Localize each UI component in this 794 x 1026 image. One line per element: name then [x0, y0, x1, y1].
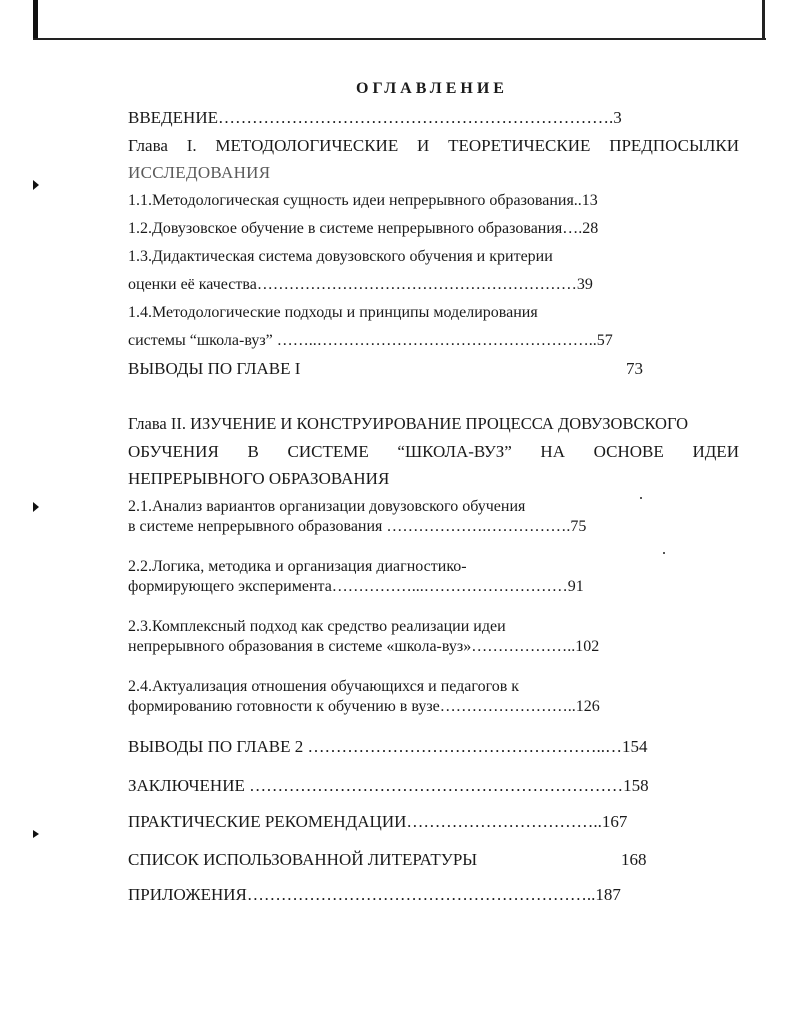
- toc-entry-1-3[interactable]: 1.3.Дидактическая система довузовского обучения и критерии: [128, 248, 553, 265]
- toc-entry-2-4[interactable]: 2.4.Актуализация отношения обучающихся и педагогов к: [128, 678, 520, 695]
- chapter1-title-line2[interactable]: ИССЛЕДОВАНИЯ: [128, 163, 271, 182]
- chapter2-word: ОБУЧЕНИЯ: [128, 442, 219, 461]
- chapter1-word: МЕТОДОЛОГИЧЕСКИЕ: [215, 136, 399, 155]
- scan-border-left: [33, 0, 38, 40]
- toc-entry-intro[interactable]: ВВЕДЕНИЕ…………………………………………………………….3: [128, 108, 622, 127]
- toc-entry-literature[interactable]: СПИСОК ИСПОЛЬЗОВАННОЙ ЛИТЕРАТУРЫ: [128, 850, 478, 869]
- binding-mark-icon: [33, 180, 39, 190]
- toc-entry-recommendations[interactable]: ПРАКТИЧЕСКИЕ РЕКОМЕНДАЦИИ……………………………..167: [128, 812, 628, 831]
- chapter2-word: НА: [540, 442, 565, 461]
- toc-entry-2-1[interactable]: 2.1.Анализ вариантов организации довузовского обучения: [128, 498, 526, 515]
- chapter1-word: I.: [186, 136, 197, 155]
- toc-entry-1-3-cont[interactable]: оценки её качества……………………………………………………39: [128, 276, 593, 293]
- binding-mark-icon: [33, 502, 39, 512]
- chapter1-word: ТЕОРЕТИЧЕСКИЕ: [448, 136, 591, 155]
- toc-entry-2-3-cont[interactable]: непрерывного образования в системе «школа-вуз»………………..102: [128, 638, 600, 655]
- toc-entry-chapter2-conclusion[interactable]: ВЫВОДЫ ПО ГЛАВЕ 2 ……………………………………………..…154: [128, 737, 648, 756]
- scan-border-top: [33, 38, 766, 40]
- toc-entry-2-3[interactable]: 2.3.Комплексный подход как средство реализации идеи: [128, 618, 506, 635]
- chapter1-word: ПРЕДПОСЫЛКИ: [609, 136, 739, 155]
- scan-border-right: [762, 0, 765, 40]
- binding-mark-icon: [33, 830, 39, 838]
- chapter2-word: “ШКОЛА-ВУЗ”: [397, 442, 512, 461]
- toc-entry-1-2[interactable]: 1.2.Довузовское обучение в системе непрерывного образования….28: [128, 220, 599, 237]
- toc-entry-conclusion[interactable]: ЗАКЛЮЧЕНИЕ …………………………………………………………158: [128, 776, 649, 795]
- toc-entry-2-4-cont[interactable]: формированию готовности к обучению в вузе……………………..126: [128, 698, 600, 715]
- chapter2-word: ИДЕИ: [692, 442, 739, 461]
- toc-entry-1-4-cont[interactable]: системы “школа-вуз” ……..……………………………………………..57: [128, 332, 613, 349]
- toc-entry-2-1-cont[interactable]: в системе непрерывного образования ……………….…………….75: [128, 518, 587, 535]
- toc-entry-1-4[interactable]: 1.4.Методологические подходы и принципы моделирования: [128, 304, 538, 321]
- chapter1-title-line1[interactable]: [128, 136, 739, 156]
- chapter1-word: Глава: [128, 136, 168, 155]
- toc-entry-2-2-cont[interactable]: формирующего эксперимента……………...………………………91: [128, 578, 584, 595]
- chapter2-title-line3[interactable]: НЕПРЕРЫВНОГО ОБРАЗОВАНИЯ: [128, 469, 390, 488]
- toc-heading: ОГЛАВЛЕНИЕ: [356, 80, 508, 97]
- chapter2-title-line1[interactable]: Глава II. ИЗУЧЕНИЕ И КОНСТРУИРОВАНИЕ ПРОЦЕССА ДОВУЗОВСКОГО: [128, 414, 689, 433]
- chapter2-word: СИСТЕМЕ: [287, 442, 369, 461]
- chapter1-conclusion-page: 73: [626, 359, 643, 378]
- toc-entry-2-2[interactable]: 2.2.Логика, методика и организация диагностико-: [128, 558, 467, 575]
- chapter2-title-line2[interactable]: [128, 442, 739, 462]
- toc-entry-chapter1-conclusion[interactable]: ВЫВОДЫ ПО ГЛАВЕ I: [128, 359, 301, 378]
- toc-entry-1-1[interactable]: 1.1.Методологическая сущность идеи непрерывного образования..13: [128, 192, 598, 209]
- scan-speck: [640, 497, 642, 499]
- chapter1-word: И: [417, 136, 430, 155]
- scan-speck: [663, 552, 665, 554]
- toc-entry-appendix[interactable]: ПРИЛОЖЕНИЯ……………………………………………………..187: [128, 885, 621, 904]
- literature-page: 168: [621, 850, 647, 869]
- chapter2-word: В: [247, 442, 259, 461]
- chapter2-word: ОСНОВЕ: [593, 442, 664, 461]
